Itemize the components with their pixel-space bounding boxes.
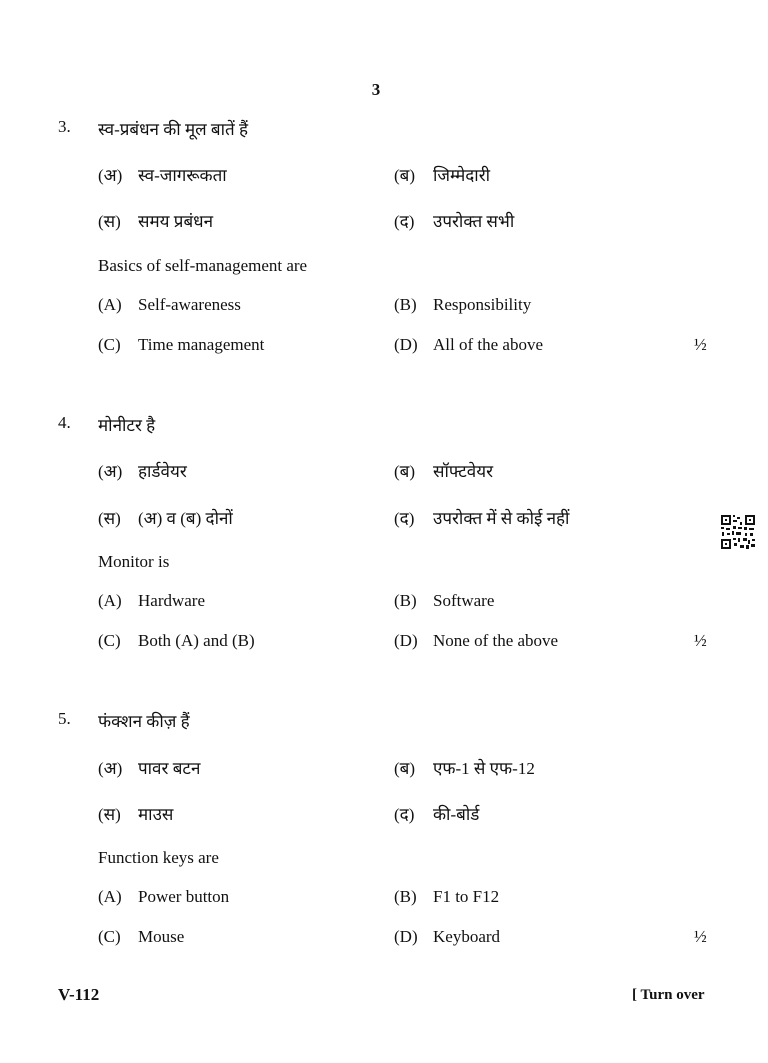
- option-label: (C): [98, 335, 121, 354]
- option-label: (द): [394, 212, 415, 231]
- question-text-hindi: फंक्शन कीज़ हैं: [98, 712, 190, 731]
- option-label: (D): [394, 335, 418, 354]
- option-label: (B): [394, 887, 417, 906]
- option-label: (स): [98, 805, 121, 824]
- option-label: (स): [98, 212, 121, 231]
- option-text: (अ) व (ब) दोनों: [138, 509, 233, 528]
- marks: ½: [694, 335, 707, 354]
- question-text-hindi: मोनीटर है: [98, 416, 156, 435]
- option-label: (B): [394, 591, 417, 610]
- option-text: उपरोक्त में से कोई नहीं: [433, 509, 570, 528]
- question-text-english: Function keys are: [98, 848, 219, 867]
- option-text: सॉफ्टवेयर: [433, 462, 494, 481]
- option-label: (A): [98, 887, 122, 906]
- option-label: (D): [394, 927, 418, 946]
- qr-code-icon: [720, 514, 756, 550]
- question-text-hindi: स्व-प्रबंधन की मूल बातें हैं: [98, 120, 248, 139]
- option-label: (अ): [98, 166, 123, 185]
- option-text: की-बोर्ड: [433, 805, 480, 824]
- option-label: (B): [394, 295, 417, 314]
- option-text: Power button: [138, 887, 230, 906]
- paper-code: V-112: [58, 985, 100, 1004]
- option-label: (A): [98, 591, 122, 610]
- option-text: Responsibility: [433, 295, 532, 314]
- option-label: (C): [98, 927, 121, 946]
- option-text: All of the above: [433, 335, 543, 354]
- option-text: माउस: [138, 805, 174, 824]
- option-label: (A): [98, 295, 122, 314]
- option-label: (ब): [394, 462, 416, 481]
- marks: ½: [694, 927, 707, 946]
- option-text: हार्डवेयर: [138, 462, 187, 481]
- question-number: 4.: [58, 413, 71, 432]
- option-text: पावर बटन: [138, 759, 201, 778]
- option-label: (ब): [394, 166, 416, 185]
- option-text: F1 to F12: [433, 887, 500, 906]
- option-text: Self-awareness: [138, 295, 241, 314]
- option-text: Hardware: [138, 591, 206, 610]
- page-number: 3: [371, 80, 381, 99]
- question-text-english: Monitor is: [98, 552, 170, 571]
- option-label: (ब): [394, 759, 416, 778]
- option-text: उपरोक्त सभी: [433, 212, 515, 231]
- question-text-english: Basics of self-management are: [98, 256, 308, 275]
- option-text: Software: [433, 591, 495, 610]
- option-text: None of the above: [433, 631, 559, 650]
- option-label: (द): [394, 509, 415, 528]
- marks: ½: [694, 631, 707, 650]
- question-number: 5.: [58, 709, 71, 728]
- option-label: (C): [98, 631, 121, 650]
- question-number: 3.: [58, 117, 71, 136]
- option-text: Both (A) and (B): [138, 631, 255, 650]
- option-label: (अ): [98, 462, 123, 481]
- option-text: Mouse: [138, 927, 185, 946]
- option-label: (अ): [98, 759, 123, 778]
- option-text: समय प्रबंधन: [138, 212, 214, 231]
- option-text: एफ-1 से एफ-12: [433, 759, 535, 778]
- option-text: Keyboard: [433, 927, 501, 946]
- turn-over-note: [ Turn over: [632, 987, 705, 1003]
- option-label: (D): [394, 631, 418, 650]
- option-text: स्व-जागरूकता: [138, 166, 227, 185]
- option-label: (द): [394, 805, 415, 824]
- option-text: Time management: [138, 335, 265, 354]
- option-text: जिम्मेदारी: [433, 166, 491, 185]
- option-label: (स): [98, 509, 121, 528]
